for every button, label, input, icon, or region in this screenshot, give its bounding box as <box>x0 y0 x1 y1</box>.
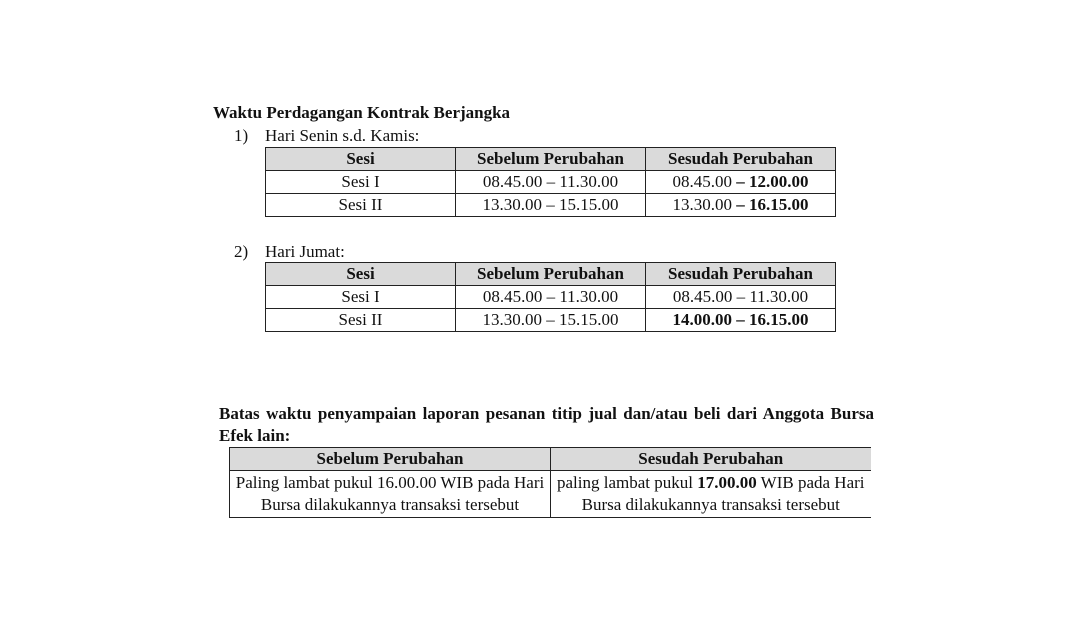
cell-before: 08.45.00 – 11.30.00 <box>456 286 646 309</box>
table-header-row <box>266 263 836 286</box>
limit-table <box>229 447 871 518</box>
after-start: 08.45.00 <box>672 172 732 191</box>
table-row <box>266 194 836 217</box>
after-dash: – <box>732 172 749 191</box>
document-title: Waktu Perdagangan Kontrak Berjangka <box>213 103 511 122</box>
header-sesudah: Sesudah Perubahan <box>551 448 871 471</box>
after-pre: paling lambat pukul <box>556 473 698 492</box>
header-sebelum: Sebelum Perubahan <box>456 148 646 171</box>
after-post: WIB pada Hari Bursa dilakukannya transaksi tersebut <box>581 473 865 514</box>
after-dash: – <box>732 195 749 214</box>
table-row <box>266 286 836 309</box>
cell-after <box>646 194 836 217</box>
header-sesi: Sesi <box>266 263 456 286</box>
table-row <box>266 309 836 332</box>
schedule-table-fri <box>265 262 836 332</box>
header-sesi: Sesi <box>266 148 456 171</box>
after-end: 12.00.00 <box>749 172 809 191</box>
section-1-number: 1) <box>234 126 249 145</box>
header-sesudah: Sesudah Perubahan <box>646 263 836 286</box>
section-2-caption: Hari Jumat: <box>265 242 345 261</box>
cell-before: 13.30.00 – 15.15.00 <box>456 309 646 332</box>
cell-before: 13.30.00 – 15.15.00 <box>456 194 646 217</box>
table-header-row <box>230 448 871 471</box>
cell-after: 14.00.00 – 16.15.00 <box>646 309 836 332</box>
section-1-caption: Hari Senin s.d. Kamis: <box>265 126 420 145</box>
schedule-table-mon-thu <box>265 147 836 217</box>
cell-after <box>646 171 836 194</box>
table-row <box>230 471 871 518</box>
cell-before: Paling lambat pukul 16.00.00 WIB pada Hari Bursa dilakukannya transaksi tersebut <box>230 471 551 518</box>
after-end: 16.15.00 <box>749 195 809 214</box>
cell-sesi: Sesi I <box>266 286 456 309</box>
cell-before: 08.45.00 – 11.30.00 <box>456 171 646 194</box>
cell-after <box>551 471 871 518</box>
table-row <box>266 171 836 194</box>
limit-heading: Batas waktu penyampaian laporan pesanan titip jual dan/atau beli dari Anggota Bursa Efek lain: <box>219 404 874 445</box>
cell-sesi: Sesi II <box>266 194 456 217</box>
cell-sesi: Sesi II <box>266 309 456 332</box>
header-sebelum: Sebelum Perubahan <box>230 448 551 471</box>
section-2-number: 2) <box>234 242 249 261</box>
after-start: 13.30.00 <box>672 195 732 214</box>
after-bold: 17.00.00 <box>697 473 757 492</box>
header-sesudah: Sesudah Perubahan <box>646 148 836 171</box>
header-sebelum: Sebelum Perubahan <box>456 263 646 286</box>
table-header-row <box>266 148 836 171</box>
cell-sesi: Sesi I <box>266 171 456 194</box>
cell-after: 08.45.00 – 11.30.00 <box>646 286 836 309</box>
